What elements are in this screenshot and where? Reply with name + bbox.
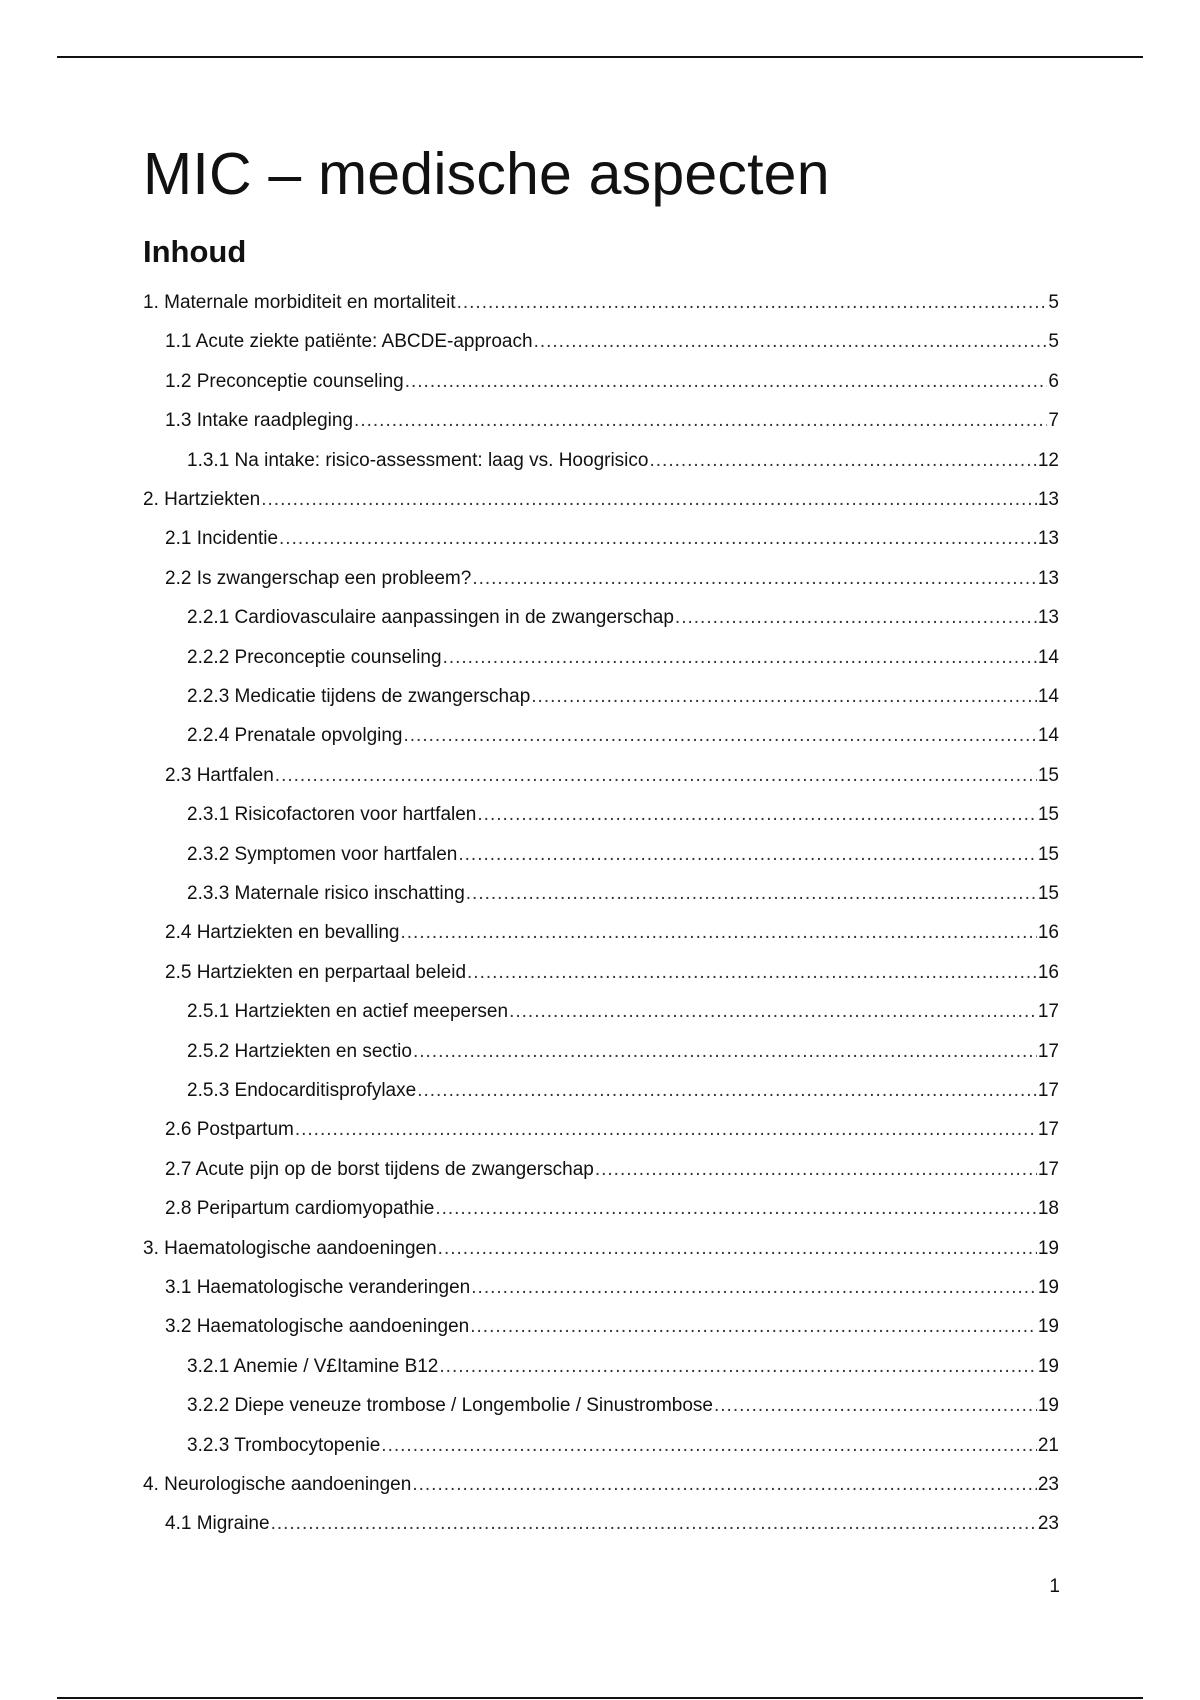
toc-entry-page: 14 [1037,725,1059,746]
toc-dot-leader [295,1115,1037,1145]
toc-entry[interactable] [143,564,1059,594]
toc-dot-leader [381,1431,1037,1461]
toc-dot-leader [467,958,1037,988]
toc-entry[interactable] [143,918,1059,948]
toc-entry[interactable] [143,1431,1059,1461]
toc-heading: Inhoud [143,234,247,269]
toc-entry-label: 2.2.4 Prenatale opvolging [187,725,403,746]
toc-entry-label: 3.2.2 Diepe veneuze trombose / Longembolie / Sinustrombose [187,1395,713,1416]
toc-entry-page: 23 [1037,1474,1059,1495]
toc-entry[interactable] [143,1273,1059,1303]
toc-entry[interactable] [143,327,1059,357]
toc-entry[interactable] [143,1076,1059,1106]
toc-entry-page: 5 [1048,292,1059,313]
toc-entry-page: 15 [1037,883,1059,904]
toc-entry-page: 17 [1037,1001,1059,1022]
toc-entry-label: 2.5.2 Hartziekten en sectio [187,1041,412,1062]
toc-entry-page: 5 [1048,331,1059,352]
toc-dot-leader [271,1509,1037,1539]
toc-dot-leader [354,406,1047,436]
toc-dot-leader [472,564,1037,594]
toc-entry[interactable] [143,997,1059,1027]
toc-dot-leader [531,682,1037,712]
toc-entry-page: 6 [1048,371,1059,392]
toc-dot-leader [675,603,1037,633]
toc-entry-label: 3.2 Haematologische aandoeningen [165,1316,470,1337]
page-number: 1 [1049,1576,1060,1597]
toc-entry-label: 2.5.3 Endocarditisprofylaxe [187,1080,417,1101]
toc-dot-leader [438,1234,1037,1264]
toc-dot-leader [534,327,1048,357]
toc-entry-label: 3.2.3 Trombocytopenie [187,1435,381,1456]
toc-dot-leader [649,446,1036,476]
toc-entry-page: 19 [1037,1277,1059,1298]
toc-entry-page: 16 [1037,922,1059,943]
toc-entry-label: 2.7 Acute pijn op de borst tijdens de zwangerschap [165,1159,594,1180]
toc-entry-label: 2.3.3 Maternale risico inschatting [187,883,465,904]
toc-entry[interactable] [143,1312,1059,1342]
toc-dot-leader [466,879,1037,909]
toc-dot-leader [439,1352,1036,1382]
toc-entry-page: 13 [1037,568,1059,589]
toc-dot-leader [417,1076,1037,1106]
toc-entry-label: 3.2.1 Anemie / V£Itamine B12 [187,1356,439,1377]
toc-entry[interactable] [143,1509,1059,1539]
toc-entry[interactable] [143,800,1059,830]
toc-entry[interactable] [143,879,1059,909]
toc-entry[interactable] [143,1470,1059,1500]
document-title: MIC – medische aspecten [143,141,830,207]
toc-entry[interactable] [143,643,1059,673]
toc-dot-leader [405,367,1048,397]
toc-entry[interactable] [143,721,1059,751]
toc-entry-label: 2.5 Hartziekten en perpartaal beleid [165,962,467,983]
toc-entry-page: 13 [1037,489,1059,510]
toc-dot-leader [279,524,1037,554]
toc-entry-page: 15 [1037,844,1059,865]
toc-entry[interactable] [143,1352,1059,1382]
toc-dot-leader [412,1470,1037,1500]
toc-entry[interactable] [143,682,1059,712]
toc-entry-page: 17 [1037,1159,1059,1180]
toc-entry-page: 18 [1037,1198,1059,1219]
toc-entry[interactable] [143,1115,1059,1145]
toc-entry[interactable] [143,288,1059,318]
toc-entry-page: 19 [1037,1356,1059,1377]
toc-entry-page: 23 [1037,1513,1059,1534]
toc-entry-label: 2.2.2 Preconceptie counseling [187,647,442,668]
toc-entry-label: 2.6 Postpartum [165,1119,294,1140]
toc-entry-page: 17 [1037,1041,1059,1062]
toc-dot-leader [509,997,1037,1027]
toc-entry[interactable] [143,406,1059,436]
toc-entry-label: 3. Haematologische aandoeningen [143,1238,437,1259]
toc-entry-page: 19 [1037,1395,1059,1416]
toc-dot-leader [413,1037,1037,1067]
toc-entry-page: 12 [1037,450,1059,471]
toc-dot-leader [261,485,1037,515]
toc-entry[interactable] [143,761,1059,791]
toc-dot-leader [471,1273,1037,1303]
toc-dot-leader [435,1194,1037,1224]
toc-dot-leader [470,1312,1037,1342]
toc-entry-label: 2.1 Incidentie [165,528,279,549]
toc-entry-page: 19 [1037,1238,1059,1259]
toc-entry[interactable] [143,603,1059,633]
footer-rule [57,1697,1143,1699]
toc-entry-label: 2.5.1 Hartziekten en actief meepersen [187,1001,509,1022]
toc-dot-leader [714,1391,1037,1421]
toc-entry-page: 13 [1037,528,1059,549]
toc-entry-page: 16 [1037,962,1059,983]
toc-entry-label: 2.2.1 Cardiovasculaire aanpassingen in de zwangerschap [187,607,674,628]
toc-dot-leader [443,643,1037,673]
toc-entry-label: 1. Maternale morbiditeit en mortaliteit [143,292,456,313]
toc-entry-page: 14 [1037,686,1059,707]
header-rule [57,56,1143,58]
toc-entry-label: 2.4 Hartziekten en bevalling [165,922,400,943]
toc-entry-page: 21 [1037,1435,1059,1456]
toc-entry-page: 13 [1037,607,1059,628]
toc-entry[interactable] [143,1037,1059,1067]
toc-entry[interactable] [143,958,1059,988]
toc-entry-label: 1.3 Intake raadpleging [165,410,354,431]
toc-entry[interactable] [143,1194,1059,1224]
toc-entry-label: 1.2 Preconceptie counseling [165,371,404,392]
toc-entry[interactable] [143,1391,1059,1421]
toc-entry-label: 1.3.1 Na intake: risico-assessment: laag vs. Hoogrisico [187,450,649,471]
toc-dot-leader [457,288,1048,318]
page-content [143,136,1059,1534]
toc-entry-label: 4.1 Migraine [165,1513,270,1534]
toc-entry[interactable] [143,1155,1059,1185]
toc-entry-label: 1.1 Acute ziekte patiënte: ABCDE-approach [165,331,533,352]
toc-entry[interactable] [143,446,1059,476]
toc-entry-page: 19 [1037,1316,1059,1337]
toc-dot-leader [458,840,1036,870]
toc-entry-page: 7 [1048,410,1059,431]
toc-entry-label: 2.3.1 Risicofactoren voor hartfalen [187,804,477,825]
toc-dot-leader [404,721,1037,751]
toc-dot-leader [275,761,1037,791]
toc-dot-leader [477,800,1036,830]
toc-entry[interactable] [143,485,1059,515]
toc-entry-page: 17 [1037,1080,1059,1101]
toc-entry-label: 2.3 Hartfalen [165,765,274,786]
toc-entry-label: 4. Neurologische aandoeningen [143,1474,412,1495]
toc-entry-label: 2. Hartziekten [143,489,261,510]
toc-entry-label: 2.3.2 Symptomen voor hartfalen [187,844,458,865]
toc-dot-leader [595,1155,1037,1185]
toc-entry[interactable] [143,367,1059,397]
toc-entry[interactable] [143,524,1059,554]
toc-entry-label: 3.1 Haematologische veranderingen [165,1277,471,1298]
toc-entry-label: 2.2.3 Medicatie tijdens de zwangerschap [187,686,531,707]
toc-entry-label: 2.8 Peripartum cardiomyopathie [165,1198,435,1219]
toc-entry-label: 2.2 Is zwangerschap een probleem? [165,568,472,589]
toc-entry-page: 15 [1037,804,1059,825]
toc-entry-page: 14 [1037,647,1059,668]
toc-entry-page: 15 [1037,765,1059,786]
toc-dot-leader [400,918,1036,948]
toc-entry[interactable] [143,840,1059,870]
toc-entry[interactable] [143,1234,1059,1264]
toc-entry-page: 17 [1037,1119,1059,1140]
